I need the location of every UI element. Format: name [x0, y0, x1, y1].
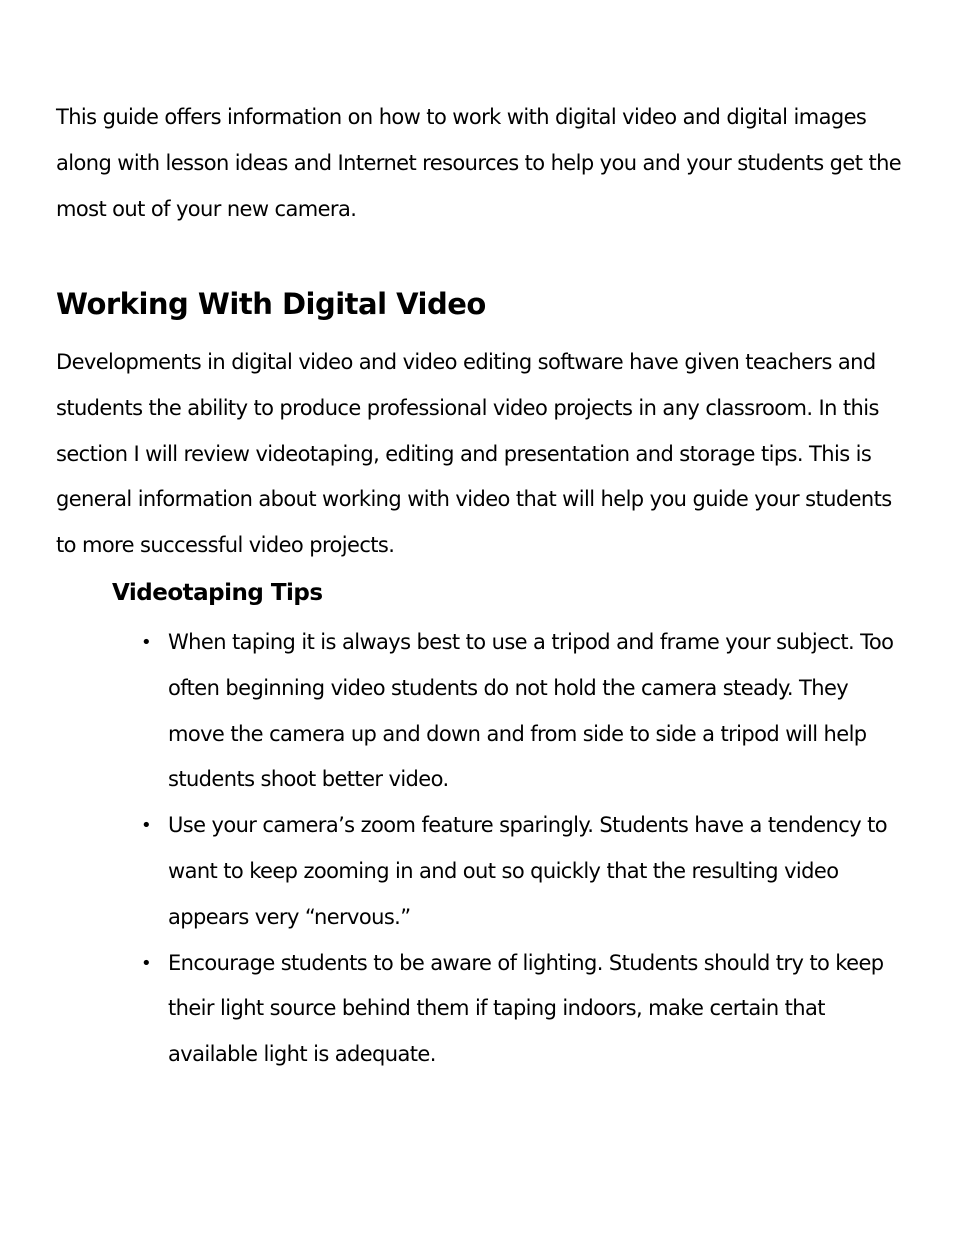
- bullet-icon: •: [141, 952, 152, 974]
- list-item: [141, 941, 906, 1078]
- tips-list: [141, 620, 906, 1078]
- intro-paragraph: This guide offers information on how to work with digital video and digital images along with lesson ideas and Internet resources to help you and your students get the most out of your new camera.: [56, 105, 902, 221]
- bullet-icon: •: [141, 632, 152, 653]
- section-paragraph: Developments in digital video and video editing software have given teachers and students the ability to produce professional video projects in any classroom. In this section I will review videotaping, editing and presentation and storage tips. This is general information about working with video that will help you guide your students to more successful video projects.: [56, 350, 892, 558]
- subsection-heading: Videotaping Tips: [112, 580, 323, 606]
- bullet-icon: •: [141, 815, 152, 837]
- tip-text: When taping it is always best to use a tripod and frame your subject. Too often beginning video students do not hold the camera steady. They move the camera up and down and from side to side a tripod will help students shoot better video.: [168, 630, 894, 792]
- tip-text: Encourage students to be aware of lighting. Students should try to keep their light source behind them if taping indoors, make certain that available light is adequate.: [168, 950, 884, 1067]
- list-item: [141, 803, 906, 940]
- list-item: [141, 620, 906, 803]
- tip-text: Use your camera’s zoom feature sparingly. Students have a tendency to want to keep zooming in and out so quickly that the resulting video appears very “nervous.”: [168, 813, 887, 929]
- section-heading: Working With Digital Video: [56, 287, 486, 321]
